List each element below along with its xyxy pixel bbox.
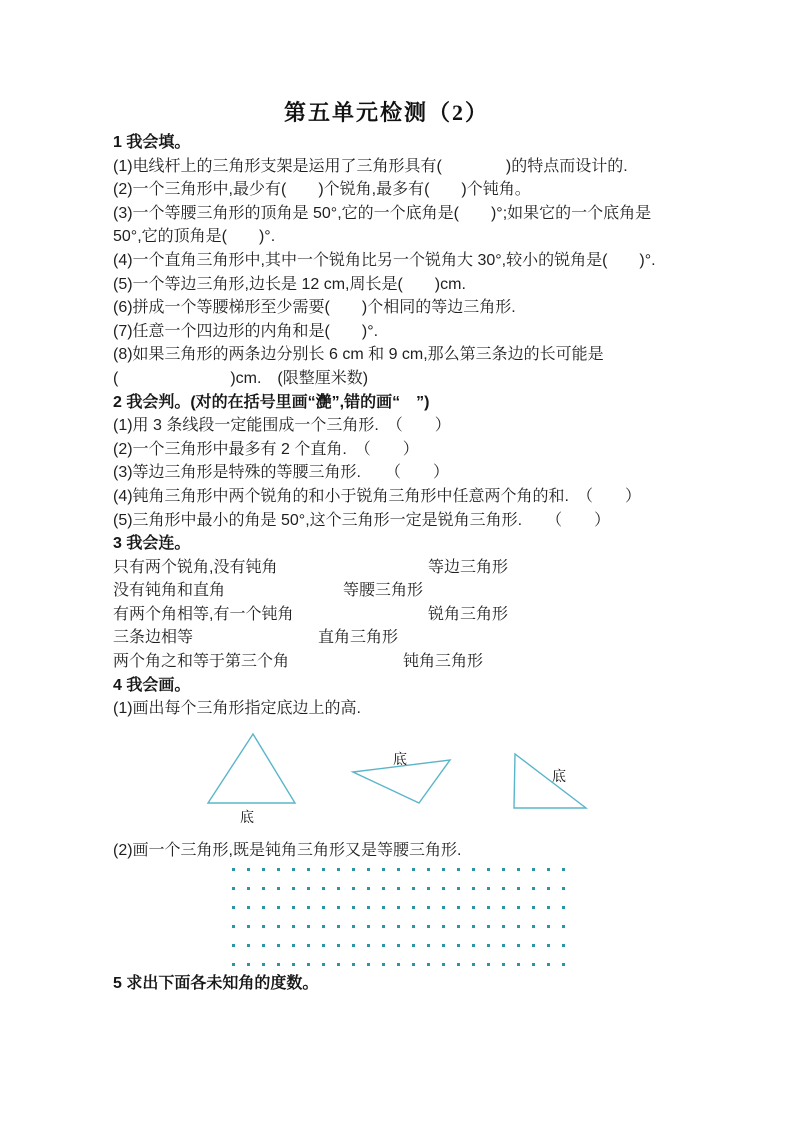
- grid-dot: [532, 944, 535, 947]
- grid-dot: [457, 944, 460, 947]
- page-title: 第五单元检测（2）: [283, 100, 489, 125]
- grid-dot: [532, 906, 535, 909]
- grid-dot: [322, 868, 325, 871]
- grid-dot: [427, 868, 430, 871]
- grid-dot: [337, 963, 340, 966]
- grid-dot: [292, 944, 295, 947]
- grid-dot: [292, 887, 295, 890]
- match-left-4: 三条边相等: [113, 629, 194, 647]
- match-right-2: 等腰三角形: [343, 582, 424, 600]
- fill-item-3-cont: 50°,它的顶角是( )°.: [113, 228, 276, 246]
- grid-dot: [382, 963, 385, 966]
- grid-dot: [277, 963, 280, 966]
- grid-dot: [517, 887, 520, 890]
- grid-dot: [307, 944, 310, 947]
- grid-dot: [457, 906, 460, 909]
- grid-dot: [247, 868, 250, 871]
- grid-dot: [532, 887, 535, 890]
- grid-dot: [532, 925, 535, 928]
- grid-dot: [277, 944, 280, 947]
- fill-item-7: (7)任意一个四边形的内角和是( )°.: [113, 322, 379, 340]
- grid-dot: [397, 944, 400, 947]
- grid-dot: [337, 868, 340, 871]
- grid-dot: [247, 944, 250, 947]
- grid-dot: [307, 925, 310, 928]
- grid-dot: [442, 887, 445, 890]
- grid-dot: [352, 868, 355, 871]
- grid-dot: [367, 963, 370, 966]
- right-triangle: [514, 754, 586, 808]
- draw-sub-2: (2)画一个三角形,既是钝角三角形又是等腰三角形.: [113, 841, 462, 859]
- grid-dot: [502, 887, 505, 890]
- grid-dot: [262, 944, 265, 947]
- grid-dot: [307, 887, 310, 890]
- grid-dot: [232, 868, 235, 871]
- grid-dot: [442, 906, 445, 909]
- grid-dot: [427, 887, 430, 890]
- dot-grid: [113, 862, 713, 972]
- fill-item-2: (2)一个三角形中,最少有( )个锐角,最多有( )个钝角。: [113, 181, 531, 199]
- grid-dot: [337, 944, 340, 947]
- grid-dot: [397, 906, 400, 909]
- grid-dot: [457, 887, 460, 890]
- match-row-4: [113, 626, 713, 650]
- grid-dot: [307, 906, 310, 909]
- grid-dot: [352, 963, 355, 966]
- base-label: 底: [240, 808, 254, 825]
- grid-dot: [412, 887, 415, 890]
- grid-dot: [472, 887, 475, 890]
- grid-dot: [262, 906, 265, 909]
- grid-dot: [277, 868, 280, 871]
- grid-dot: [397, 925, 400, 928]
- grid-dot: [232, 963, 235, 966]
- grid-dot: [397, 887, 400, 890]
- grid-dot: [487, 887, 490, 890]
- grid-dot: [277, 906, 280, 909]
- fill-item-8: (8)如果三角形的两条边分别长 6 cm 和 9 cm,那么第三条边的长可能是: [113, 346, 604, 364]
- grid-dot: [562, 868, 565, 871]
- grid-dot: [307, 963, 310, 966]
- grid-dot: [472, 906, 475, 909]
- grid-dot: [562, 887, 565, 890]
- match-row-3: [113, 603, 713, 627]
- grid-dot: [247, 925, 250, 928]
- grid-dot: [442, 963, 445, 966]
- grid-dot: [427, 906, 430, 909]
- grid-dot: [397, 868, 400, 871]
- grid-dot: [562, 963, 565, 966]
- grid-dot: [412, 925, 415, 928]
- section-4-heading: 4 我会画。: [113, 676, 191, 694]
- grid-dot: [337, 925, 340, 928]
- grid-dot: [517, 868, 520, 871]
- triangles-drawing: [180, 723, 600, 835]
- grid-dot: [487, 944, 490, 947]
- grid-dot: [427, 925, 430, 928]
- grid-dot: [457, 963, 460, 966]
- grid-dot: [322, 887, 325, 890]
- grid-dot: [232, 887, 235, 890]
- grid-dot: [502, 925, 505, 928]
- grid-dot: [322, 925, 325, 928]
- match-right-5: 钝角三角形: [403, 653, 484, 671]
- fill-item-5: (5)一个等边三角形,边长是 12 cm,周长是( )cm.: [113, 275, 466, 293]
- grid-dot: [547, 868, 550, 871]
- grid-dot: [412, 906, 415, 909]
- grid-dot: [322, 963, 325, 966]
- grid-dot: [412, 963, 415, 966]
- grid-dot: [547, 925, 550, 928]
- grid-dot: [427, 963, 430, 966]
- fill-item-3: (3)一个等腰三角形的顶角是 50°,它的一个底角是( )°;如果它的一个底角是: [113, 204, 652, 222]
- grid-dot: [517, 944, 520, 947]
- fill-item-6: (6)拼成一个等腰梯形至少需要( )个相同的等边三角形.: [113, 299, 516, 317]
- draw-sub-1: (1)画出每个三角形指定底边上的高.: [113, 700, 362, 718]
- grid-dot: [502, 944, 505, 947]
- grid-dot: [367, 906, 370, 909]
- grid-dot: [277, 925, 280, 928]
- grid-dot: [397, 963, 400, 966]
- grid-dot: [547, 963, 550, 966]
- grid-dot: [487, 906, 490, 909]
- match-row-2: [113, 579, 713, 603]
- grid-dot: [292, 963, 295, 966]
- grid-dot: [517, 906, 520, 909]
- match-right-4: 直角三角形: [318, 629, 399, 647]
- match-left-3: 有两个角相等,有一个钝角: [113, 605, 294, 623]
- grid-dot: [277, 887, 280, 890]
- grid-dot: [547, 906, 550, 909]
- grid-dot: [457, 925, 460, 928]
- grid-dot: [292, 906, 295, 909]
- base-label: 底: [393, 750, 407, 767]
- grid-dot: [382, 925, 385, 928]
- grid-dot: [352, 944, 355, 947]
- grid-dot: [412, 868, 415, 871]
- grid-dot: [247, 906, 250, 909]
- fill-item-4: (4)一个直角三角形中,其中一个锐角比另一个锐角大 30°,较小的锐角是( )°.: [113, 251, 656, 269]
- grid-dot: [487, 925, 490, 928]
- grid-dot: [562, 944, 565, 947]
- grid-dot: [307, 868, 310, 871]
- grid-dot: [547, 944, 550, 947]
- section-3-heading: 3 我会连。: [113, 535, 191, 553]
- triangle-figures: [113, 721, 713, 839]
- grid-dot: [517, 963, 520, 966]
- grid-dot: [562, 925, 565, 928]
- grid-dot: [262, 925, 265, 928]
- grid-dot: [367, 887, 370, 890]
- grid-dot: [472, 944, 475, 947]
- match-row-1: [113, 556, 713, 580]
- grid-dot: [517, 925, 520, 928]
- grid-dot: [232, 906, 235, 909]
- grid-dot: [382, 944, 385, 947]
- grid-dot: [367, 868, 370, 871]
- grid-dot: [457, 868, 460, 871]
- section-2-heading: 2 我会判。(对的在括号里画“灔”,错的画“ ”): [113, 393, 430, 411]
- fill-item-1: (1)电线杆上的三角形支架是运用了三角形具有( )的特点而设计的.: [113, 157, 628, 175]
- section-1-heading: 1 我会填。: [113, 134, 191, 151]
- judge-item-3: (3)等边三角形是特殊的等腰三角形. （ ）: [113, 464, 450, 482]
- match-row-5: [113, 650, 713, 674]
- isosceles-triangle: [208, 734, 295, 803]
- match-left-5: 两个角之和等于第三个角: [113, 653, 290, 671]
- grid-dot: [262, 963, 265, 966]
- grid-dot: [412, 944, 415, 947]
- grid-dot: [262, 868, 265, 871]
- grid-dot: [262, 887, 265, 890]
- base-label: 底: [552, 767, 566, 784]
- grid-dot: [322, 906, 325, 909]
- grid-dot: [427, 944, 430, 947]
- grid-dot: [382, 906, 385, 909]
- grid-dot: [292, 925, 295, 928]
- match-left-2: 没有钝角和直角: [113, 582, 226, 600]
- section-5-heading: 5 求出下面各未知角的度数。: [113, 975, 319, 993]
- grid-dot: [472, 868, 475, 871]
- grid-dot: [352, 906, 355, 909]
- worksheet-content: [113, 131, 713, 996]
- grid-dot: [232, 925, 235, 928]
- grid-dot: [487, 868, 490, 871]
- grid-dot: [232, 944, 235, 947]
- grid-dot: [472, 963, 475, 966]
- grid-dot: [292, 868, 295, 871]
- grid-dot: [247, 887, 250, 890]
- grid-dot: [322, 944, 325, 947]
- grid-dot: [547, 887, 550, 890]
- fill-item-8-cont: ( )cm. (限整厘米数): [113, 369, 369, 387]
- judge-item-4: (4)钝角三角形中两个锐角的和小于锐角三角形中任意两个角的和. （ ）: [113, 487, 642, 505]
- judge-item-1: (1)用 3 条线段一定能围成一个三角形. （ ）: [113, 417, 451, 435]
- grid-dot: [532, 963, 535, 966]
- grid-dot: [382, 887, 385, 890]
- grid-dot: [247, 963, 250, 966]
- judge-item-5: (5)三角形中最小的角是 50°,这个三角形一定是锐角三角形. （ ）: [113, 511, 611, 529]
- match-right-3: 锐角三角形: [428, 605, 509, 623]
- grid-dot: [442, 925, 445, 928]
- grid-dot: [337, 906, 340, 909]
- grid-dot: [532, 868, 535, 871]
- grid-dot: [442, 868, 445, 871]
- grid-dot: [502, 906, 505, 909]
- grid-dot: [337, 887, 340, 890]
- match-right-1: 等边三角形: [428, 558, 509, 576]
- grid-dot: [442, 944, 445, 947]
- grid-dot: [367, 925, 370, 928]
- grid-dot: [352, 887, 355, 890]
- grid-dot: [382, 868, 385, 871]
- grid-dot: [352, 925, 355, 928]
- grid-dot: [502, 963, 505, 966]
- grid-dot: [367, 944, 370, 947]
- grid-dot: [487, 963, 490, 966]
- grid-dot: [502, 868, 505, 871]
- grid-dot: [472, 925, 475, 928]
- match-left-1: 只有两个锐角,没有钝角: [113, 558, 278, 576]
- judge-item-2: (2)一个三角形中最多有 2 个直角. （ ）: [113, 440, 419, 458]
- grid-dot: [562, 906, 565, 909]
